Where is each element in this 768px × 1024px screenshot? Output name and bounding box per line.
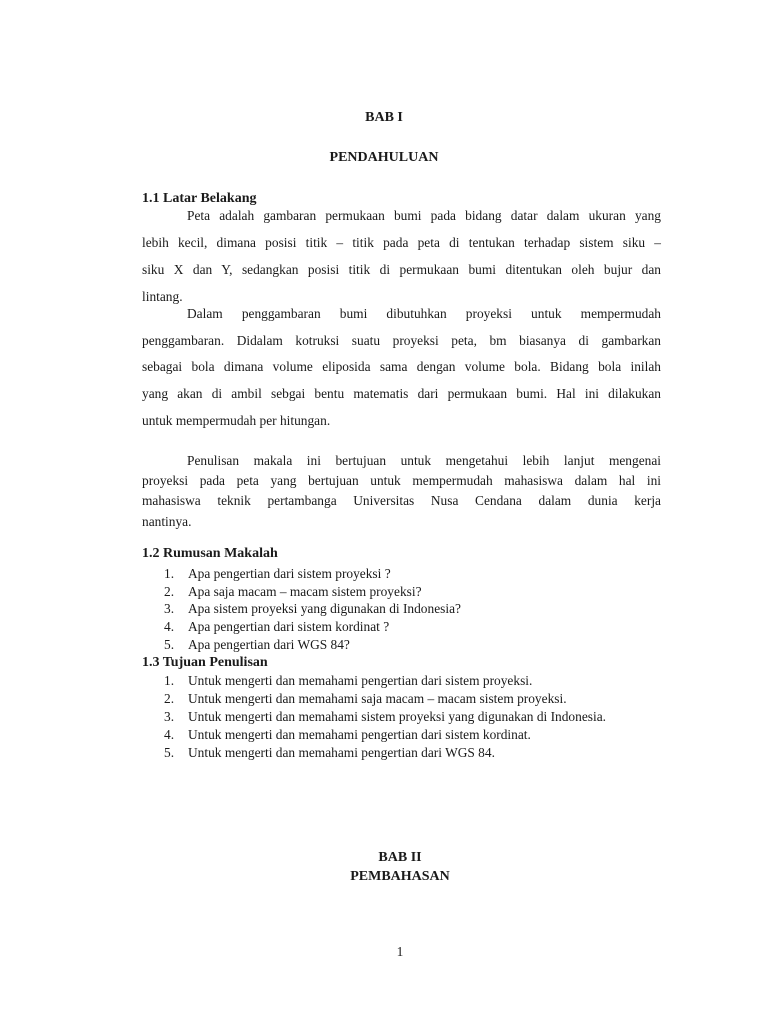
paragraph-line: Peta adalah gambaran permukaan bumi pada bidang datar dalam ukuran yang xyxy=(187,208,661,223)
list-number: 2. xyxy=(164,691,175,706)
list-text: Apa pengertian dari WGS 84? xyxy=(188,637,350,652)
list-text: Untuk mengerti dan memahami pengertian dari sistem kordinat. xyxy=(188,727,531,742)
list-text: Untuk mengerti dan memahami pengertian dari sistem proyeksi. xyxy=(188,673,533,688)
paragraph-line: siku X dan Y, sedangkan posisi titik di permukaan bumi ditentukan oleh bujur dan xyxy=(142,262,661,277)
chapter-title: PEMBAHASAN xyxy=(350,869,450,884)
list-text: Apa pengertian dari sistem kordinat ? xyxy=(188,619,390,634)
section-heading: 1.1 Latar Belakang xyxy=(142,191,257,206)
list-number: 3. xyxy=(164,709,175,724)
chapter-title: PENDAHULUAN xyxy=(329,150,439,165)
page-number: 1 xyxy=(396,944,404,959)
list-text: Untuk mengerti dan memahami saja macam – macam sistem proyeksi. xyxy=(188,691,567,706)
chapter-label: BAB II xyxy=(378,850,422,865)
list-number: 2. xyxy=(164,584,175,599)
paragraph-line: mahasiswa teknik pertambanga Universitas Nusa Cendana dalam dunia kerja xyxy=(142,493,661,508)
paragraph-line: Penulisan makala ini bertujuan untuk mengetahui lebih lanjut mengenai xyxy=(187,453,661,468)
list-text: Apa sistem proyeksi yang digunakan di Indonesia? xyxy=(188,601,461,616)
list-text: Untuk mengerti dan memahami pengertian dari WGS 84. xyxy=(188,745,495,760)
paragraph-line: sebagai bola dimana volume eliposida sama dengan volume bola. Bidang bola inilah xyxy=(142,359,661,374)
paragraph-line: lebih kecil, dimana posisi titik – titik pada peta di tentukan terhadap sistem siku – xyxy=(142,235,661,250)
list-number: 4. xyxy=(164,619,175,634)
chapter-label: BAB I xyxy=(365,110,403,125)
section-heading: 1.3 Tujuan Penulisan xyxy=(142,655,268,670)
paragraph-line: untuk mempermudah per hitungan. xyxy=(142,413,331,428)
list-text: Apa saja macam – macam sistem proyeksi? xyxy=(188,584,422,599)
paragraph-line: Dalam penggambaran bumi dibutuhkan proyeksi untuk mempermudah xyxy=(187,306,661,321)
list-number: 5. xyxy=(164,745,175,760)
list-number: 4. xyxy=(164,727,175,742)
section-heading: 1.2 Rumusan Makalah xyxy=(142,546,278,561)
paragraph-line: nantinya. xyxy=(142,514,192,529)
list-number: 1. xyxy=(164,566,175,581)
list-number: 1. xyxy=(164,673,175,688)
list-text: Apa pengertian dari sistem proyeksi ? xyxy=(188,566,391,581)
list-number: 5. xyxy=(164,637,175,652)
paragraph-line: yang akan di ambil sebgai bentu matematis dari permukaan bumi. Hal ini dilakukan xyxy=(142,386,661,401)
list-text: Untuk mengerti dan memahami sistem proyeksi yang digunakan di Indonesia. xyxy=(188,709,606,724)
paragraph-line: proyeksi pada peta yang bertujuan untuk mempermudah mahasiswa dalam hal ini xyxy=(142,473,661,488)
list-number: 3. xyxy=(164,601,175,616)
paragraph-line: penggambaran. Didalam kotruksi suatu proyeksi peta, bm biasanya di gambarkan xyxy=(142,333,661,348)
paragraph-line: lintang. xyxy=(142,289,183,304)
